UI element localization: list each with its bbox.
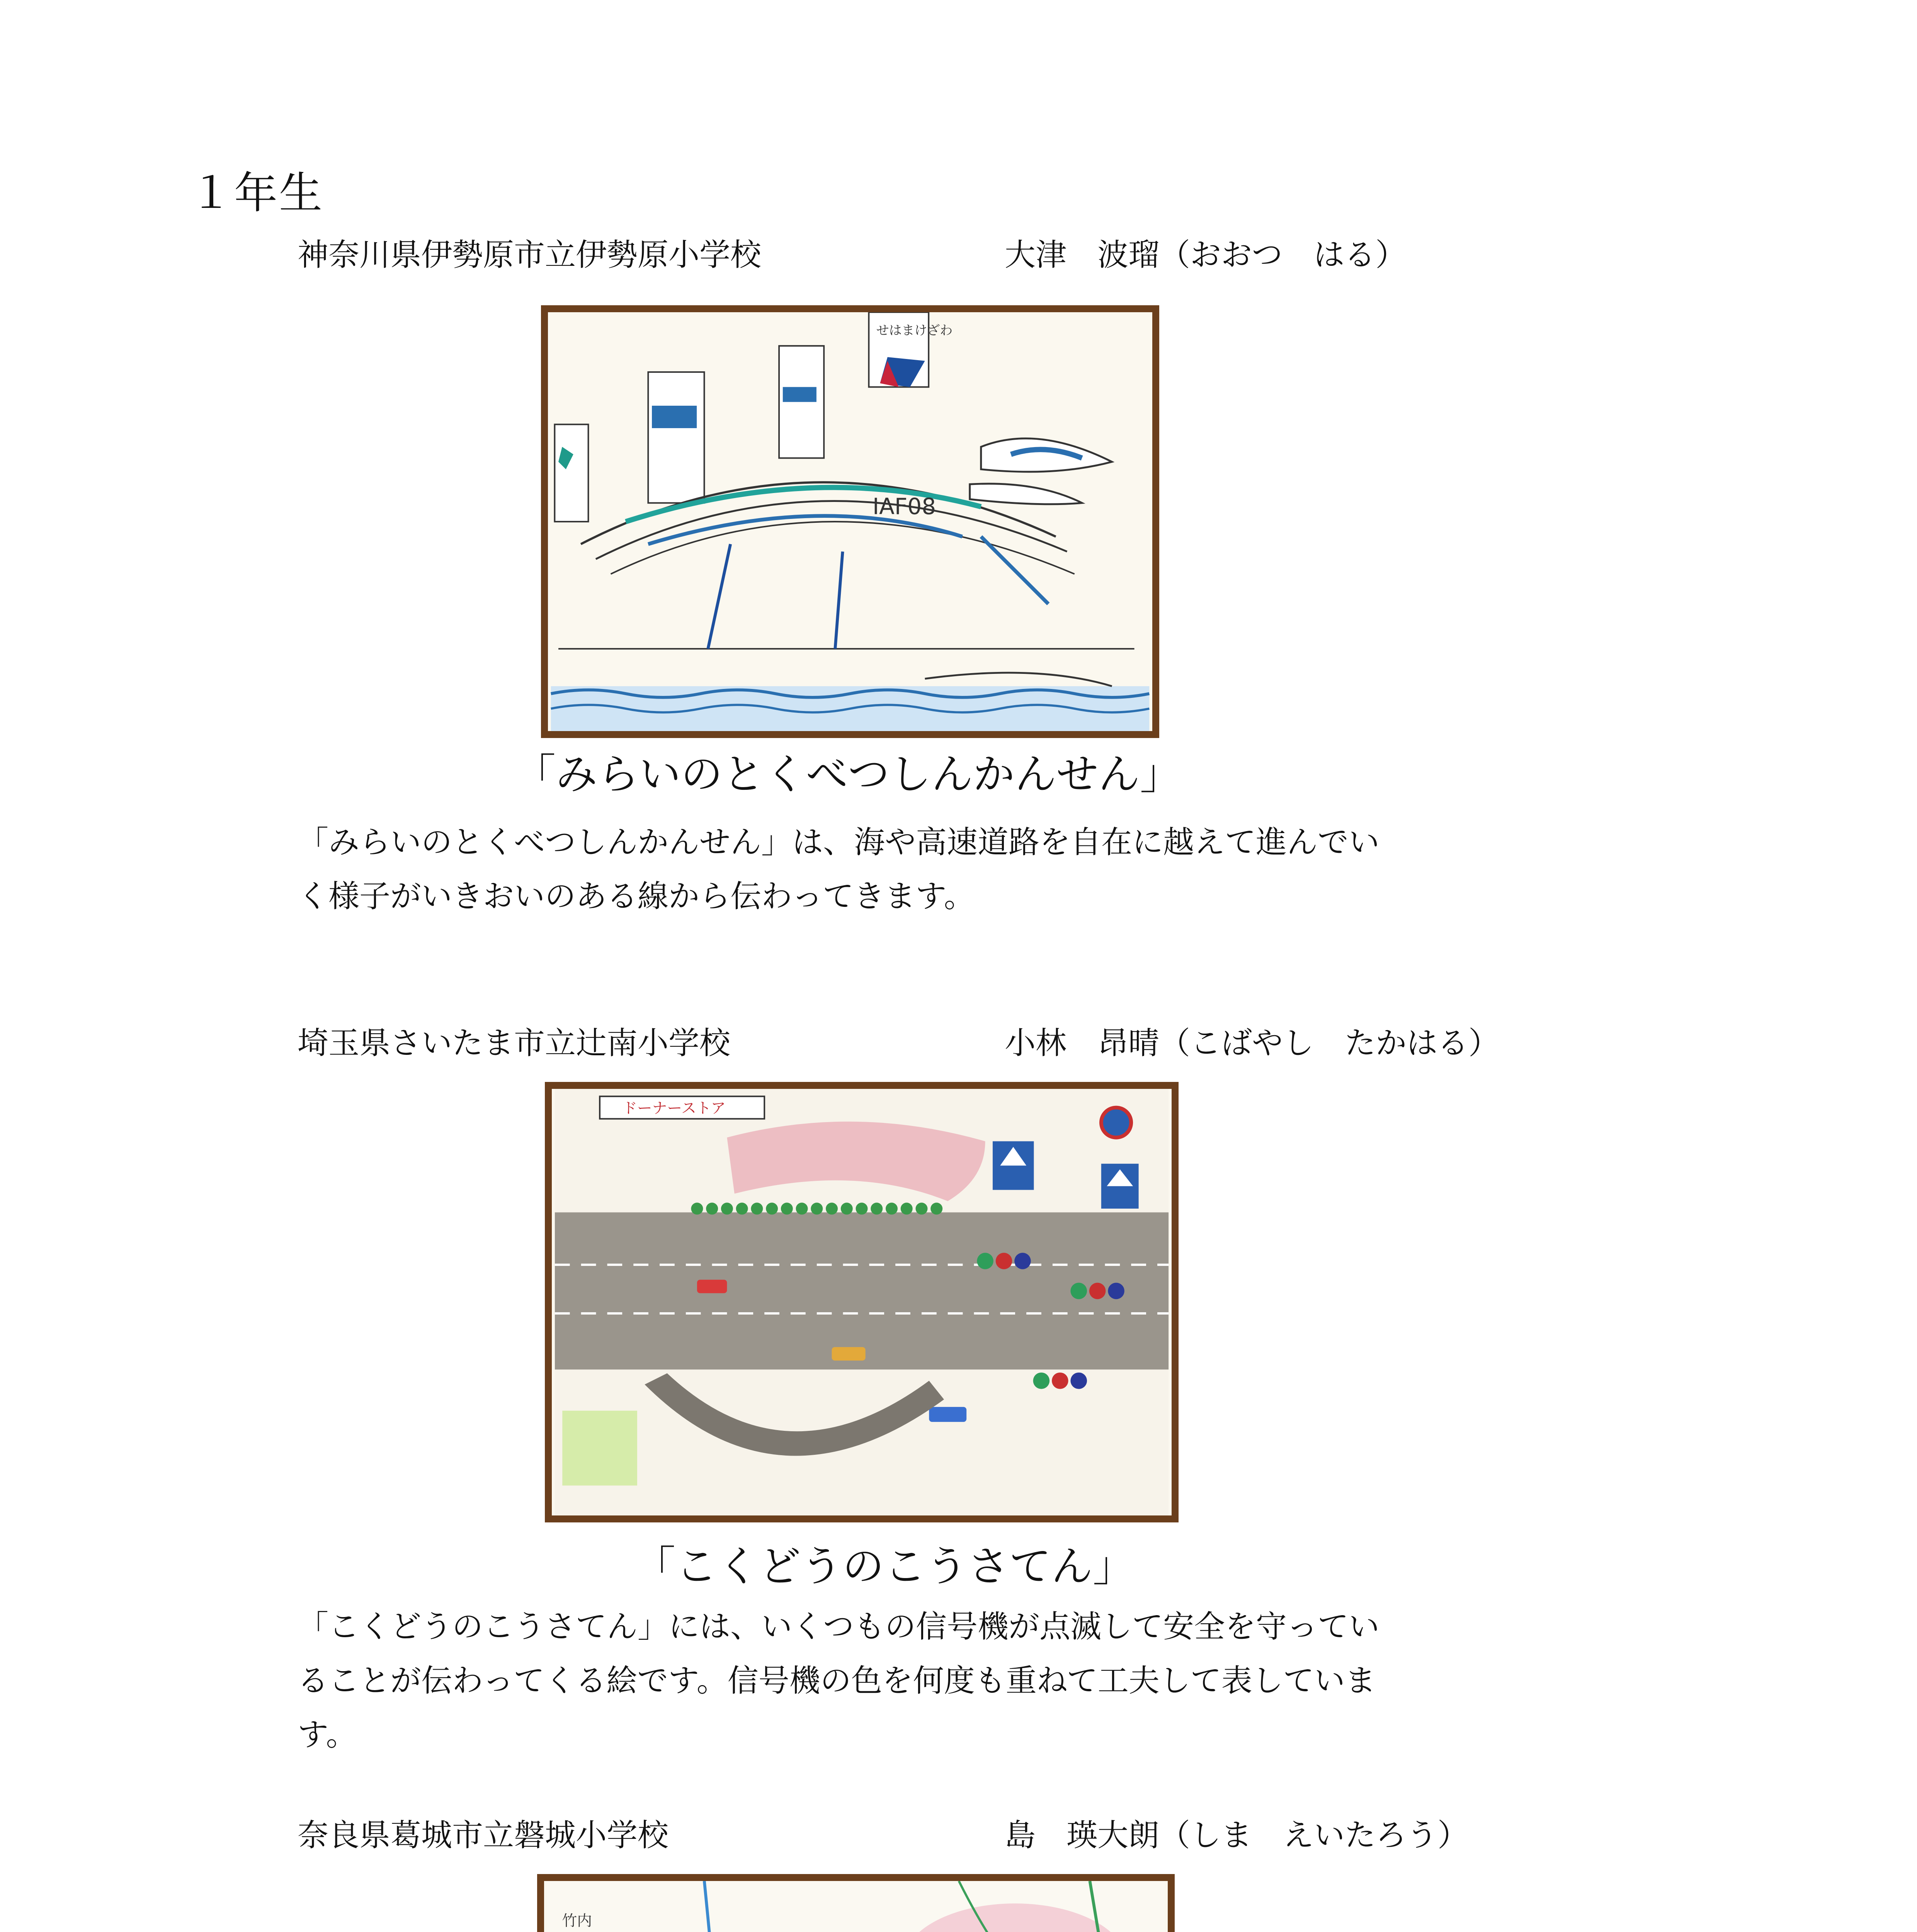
artwork-frame (541, 305, 1159, 738)
school-name: 埼玉県さいたま市立辻南小学校 (298, 1025, 730, 1061)
description-line: ることが伝わってくる絵です。信号機の色を何度も重ねて工夫して表していま (298, 1663, 1376, 1699)
school-name: 奈良県葛城市立磐城小学校 (298, 1817, 668, 1853)
artwork-title: 「みらいのとくべつしんかんせん」 (514, 750, 1182, 799)
artwork-map (544, 1881, 1168, 1932)
student-name: 大津 波瑠（おおつ はる） (1005, 237, 1407, 273)
artwork-frame (537, 1874, 1175, 1932)
artwork-label-sign: せはまけざわ (876, 323, 953, 338)
student-name: 島 瑛大朗（しま えいたろう） (1005, 1817, 1468, 1853)
description-line: 「こくどうのこうさてん」には、いくつもの信号機が点滅して安全を守ってい (298, 1609, 1379, 1645)
grade-heading: １年生 (189, 168, 324, 218)
description-line: す。 (298, 1717, 357, 1753)
school-name: 神奈川県伊勢原市立伊勢原小学校 (298, 237, 761, 273)
description (298, 815, 1437, 923)
artwork-label-area: 竹内 (562, 1912, 592, 1930)
student-name: 小林 昂晴（こばやし たかはる） (1005, 1025, 1499, 1061)
description (298, 1600, 1437, 1762)
description-line: く様子がいきおいのある線から伝わってきます。 (298, 878, 975, 914)
artwork-frame (545, 1082, 1179, 1522)
artwork-label-store: ドーナーストア (622, 1099, 726, 1117)
artwork-shinkansen (548, 312, 1152, 731)
artwork-label-train: IAF08 (873, 493, 936, 520)
artwork-intersection (552, 1089, 1172, 1515)
artwork-title: 「こくどうのこうさてん」 (634, 1543, 1135, 1591)
description-line: 「みらいのとくべつしんかんせん」は、海や高速道路を自在に越えて進んでい (298, 824, 1379, 860)
